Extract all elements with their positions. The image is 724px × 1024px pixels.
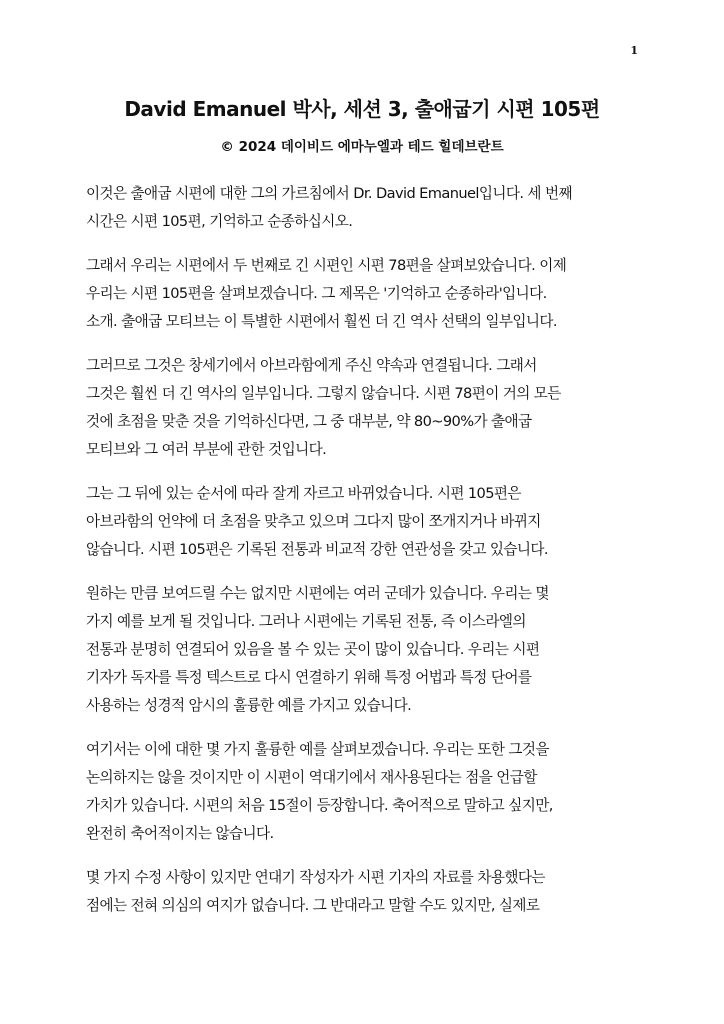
text-line: 원하는 만큼 보여드릴 수는 없지만 시편에는 여러 군데가 있습니다. 우리는 몇 [86, 585, 549, 602]
text-line: 그러므로 그것은 창세기에서 아브라함에게 주신 약속과 연결됩니다. 그래서 [86, 357, 537, 374]
paragraph-3 [86, 352, 646, 464]
paragraph-2 [86, 252, 646, 336]
paragraph-1 [86, 180, 646, 236]
page-number: 1 [630, 44, 638, 57]
text-line: 아브라함의 언약에 더 초점을 맞추고 있으며 그다지 많이 쪼개지거나 바뀌지 [86, 513, 541, 530]
text-line: 이것은 출애굽 시편에 대한 그의 가르침에서 Dr. David Emanuel입니다. 세 번째 [86, 185, 572, 202]
text-line: 모티브와 그 여러 부분에 관한 것입니다. [86, 441, 327, 458]
paragraph-7 [86, 864, 646, 920]
text-line: 여기서는 이에 대한 몇 가지 훌륭한 예를 살펴보겠습니다. 우리는 또한 그것을 [86, 741, 549, 758]
text-line: 전통과 분명히 연결되어 있음을 볼 수 있는 곳이 많이 있습니다. 우리는 시편 [86, 641, 540, 658]
text-line: 가치가 있습니다. 시편의 처음 15절이 등장합니다. 축어적으로 말하고 싶지만, [86, 797, 553, 814]
paragraph-5 [86, 580, 646, 720]
text-line: 사용하는 성경적 암시의 훌륭한 예를 가지고 있습니다. [86, 697, 412, 714]
text-line: 것에 초점을 맞춘 것을 기억하신다면, 그 중 대부분, 약 80~90%가 출애굽 [86, 413, 532, 430]
text-line: 점에는 전혀 의심의 여지가 없습니다. 그 반대라고 말할 수도 있지만, 실제로 [86, 897, 540, 914]
text-line: 우리는 시편 105편을 살펴보겠습니다. 그 제목은 '기억하고 순종하라'입니다. [86, 285, 547, 302]
paragraph-4 [86, 480, 646, 564]
paragraph-6 [86, 736, 646, 848]
text-line: 시간은 시편 105편, 기억하고 순종하십시오. [86, 213, 353, 230]
text-line: 소개. 출애굽 모티브는 이 특별한 시편에서 훨씬 더 긴 역사 선택의 일부입니다. [86, 313, 557, 330]
text-line: 그래서 우리는 시편에서 두 번째로 긴 시편인 시편 78편을 살펴보았습니다. 이제 [86, 257, 567, 274]
text-line: 완전히 축어적이지는 않습니다. [86, 825, 274, 842]
text-line: 가지 예를 보게 될 것입니다. 그러나 시편에는 기록된 전통, 즉 이스라엘의 [86, 613, 526, 630]
text-line: 않습니다. 시편 105편은 기록된 전통과 비교적 강한 연관성을 갖고 있습니다. [86, 541, 548, 558]
copyright-line: © 2024 데이비드 에마누엘과 테드 힐데브란트 [220, 139, 504, 155]
document-title: David Emanuel 박사, 세션 3, 출애굽기 시편 105편 [124, 97, 600, 121]
text-line: 그는 그 뒤에 있는 순서에 따라 잘게 자르고 바뀌었습니다. 시편 105편은 [86, 485, 521, 502]
text-line: 논의하지는 않을 것이지만 이 시편이 역대기에서 재사용된다는 점을 언급할 [86, 769, 537, 786]
document-body [86, 180, 646, 936]
text-line: 기자가 독자를 특정 텍스트로 다시 연결하기 위해 특정 어법과 특정 단어를 [86, 669, 532, 686]
text-line: 몇 가지 수정 사항이 있지만 연대기 작성자가 시편 기자의 자료를 차용했다는 [86, 869, 545, 886]
text-line: 그것은 훨씬 더 긴 역사의 일부입니다. 그렇지 않습니다. 시편 78편이 거의 모든 [86, 385, 561, 402]
